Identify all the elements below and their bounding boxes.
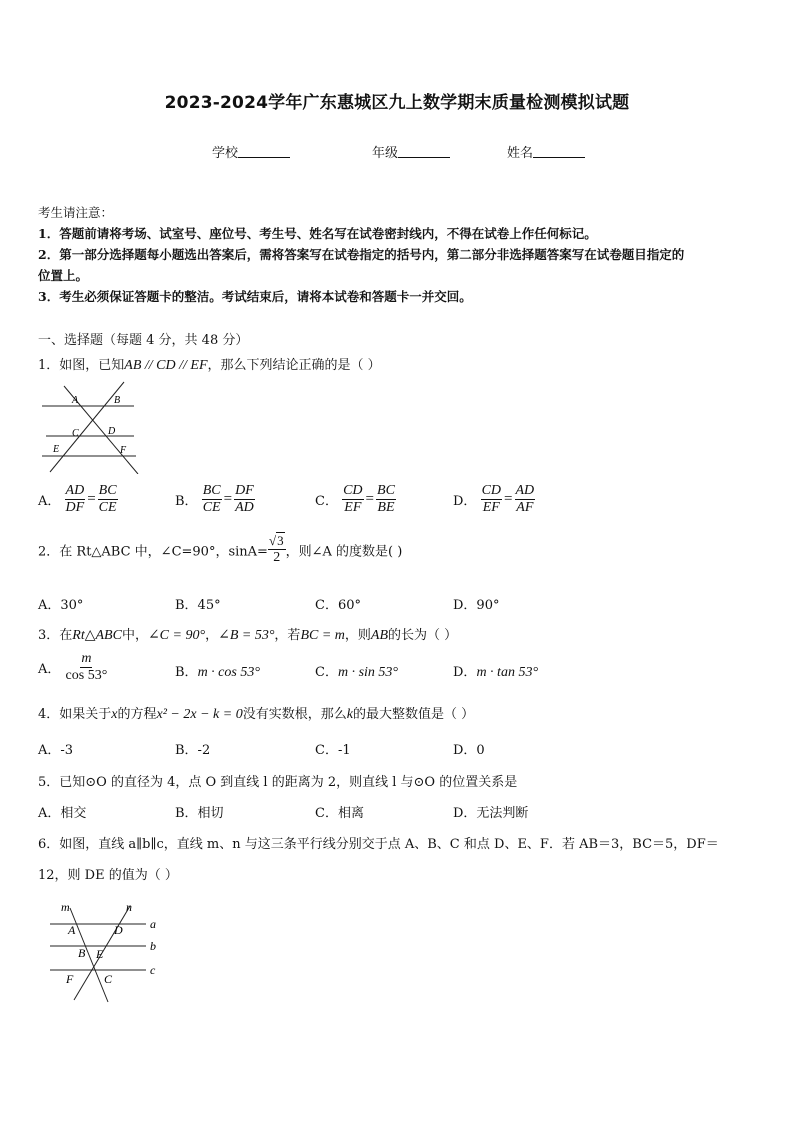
q1-figure: [38, 378, 144, 474]
q2-suffix: ，则∠A 的度数是( ): [285, 544, 403, 560]
q5-option-a[interactable]: A．相交: [38, 806, 87, 821]
q1-label-b: B: [114, 395, 121, 406]
q3-angle-b: ∠B = 53°: [218, 628, 275, 643]
q4-var-k: k: [346, 707, 353, 722]
q2-option-b[interactable]: B．45°: [175, 598, 221, 613]
q3-option-d-letter: D．: [453, 665, 477, 680]
denominator: cos 53°: [65, 668, 108, 684]
q4-text: 没有实数根，那么: [242, 707, 347, 722]
q4-option-c[interactable]: C．-1: [315, 743, 351, 758]
question-6-stem-line-2: 12，则 DE 的值为（ ）: [38, 868, 178, 883]
q4-option-a[interactable]: A．-3: [38, 743, 74, 758]
name-blank[interactable]: [533, 145, 585, 158]
grade-field: [372, 142, 450, 161]
q3-option-d[interactable]: [453, 661, 538, 681]
q5-option-b[interactable]: B．相切: [175, 806, 224, 821]
question-6-stem-line-1: 6．如图，直线 a∥b∥c，直线 m、n 与这三条平行线分别交于点 A、B、C 和点 D、E、F．若 AB＝3，BC＝5，DF＝: [38, 837, 719, 852]
numerator: AD: [515, 483, 536, 500]
q3-option-c[interactable]: [315, 661, 398, 681]
q3-bc: BC = m: [300, 628, 345, 643]
q1-option-a-frac-2: [98, 483, 118, 516]
denominator: 2: [273, 549, 281, 565]
q1-option-d-frac-1: [481, 483, 502, 516]
q2-option-c[interactable]: C．60°: [315, 598, 361, 613]
denominator: CE: [98, 500, 117, 516]
q3-text: ，则: [344, 628, 371, 643]
notice-item-1: 1．答题前请将考场、试室号、座位号、考生号、姓名写在试卷密封线内，不得在试卷上作任何标记。: [38, 226, 597, 241]
page-title: 2023-2024学年广东惠城区九上数学期末质量检测模拟试题: [164, 93, 630, 113]
q1-label-d: D: [108, 426, 116, 437]
question-5-stem: 5．已知⊙O 的直径为 4，点 O 到直线 l 的距离为 2，则直线 l 与⊙O 的位置关系是: [38, 775, 518, 790]
q1-suffix: ，那么下列结论正确的是（ ）: [207, 358, 381, 373]
school-field: [212, 142, 290, 161]
q3-option-c-expr: m · sin 53°: [337, 665, 398, 680]
q1-option-a-letter: A．: [38, 494, 61, 510]
denominator: BE: [377, 500, 395, 516]
q2-option-a[interactable]: A．30°: [38, 598, 84, 613]
numerator: m: [80, 651, 92, 668]
q3-angle-c: ∠C = 90°: [147, 628, 206, 643]
denominator: CE: [202, 500, 221, 516]
q6-label-a: a: [150, 917, 156, 931]
q6-label-point-e: E: [96, 947, 104, 961]
q2-prefix: 2．在 Rt△ABC 中，∠C=90°，sinA=: [38, 544, 268, 560]
q1-option-d-letter: D．: [453, 494, 477, 510]
denominator: EF: [344, 500, 362, 516]
q4-var-x: x: [111, 707, 118, 722]
q1-option-c-frac-2: [376, 483, 396, 516]
q1-option-a-frac-1: [65, 483, 86, 516]
q1-prefix: 1．如图，已知: [38, 358, 125, 373]
q6-label-point-d: D: [114, 923, 123, 937]
q1-option-a[interactable]: A． $\frac{AD}{DF}$ = $\frac{BC}{CE}$: [38, 483, 117, 516]
q6-label-n: n: [126, 900, 132, 914]
q1-option-c-letter: C．: [315, 494, 338, 510]
q6-label-point-f: F: [66, 972, 74, 986]
question-3-stem: [38, 624, 457, 644]
q6-label-b: b: [150, 939, 156, 953]
q4-text: 的最大整数值是（ ）: [352, 707, 475, 722]
q1-option-b-frac-2: [234, 483, 255, 516]
question-2-stem: [38, 534, 402, 566]
q6-label-m: m: [61, 900, 70, 914]
q4-text: 4．如果关于: [38, 707, 112, 722]
q1-label-f: F: [120, 445, 127, 456]
numerator: BC: [376, 483, 396, 500]
q2-fraction: [268, 534, 286, 566]
q6-label-point-b: B: [78, 946, 86, 960]
school-label: 学校: [212, 146, 239, 161]
q1-expr: AB // CD // EF: [124, 358, 208, 373]
q6-figure: [46, 898, 168, 1006]
numerator: √3: [268, 533, 284, 548]
q3-option-a[interactable]: [38, 651, 108, 684]
q3-text: ，: [205, 628, 219, 643]
q5-option-d[interactable]: D．无法判断: [453, 806, 529, 821]
grade-label: 年级: [372, 146, 399, 161]
q1-option-c-frac-1: [342, 483, 363, 516]
q5-option-c[interactable]: C．相离: [315, 806, 364, 821]
notice-heading: 考生请注意：: [38, 205, 114, 220]
q1-option-d[interactable]: D． $\frac{CD}{EF}$ = $\frac{AD}{AF}$: [453, 483, 535, 516]
q3-option-a-frac: [65, 651, 109, 684]
q4-equation: x² − 2x − k = 0: [156, 707, 243, 722]
grade-blank[interactable]: [398, 145, 450, 158]
q3-option-c-letter: C．: [315, 665, 338, 680]
section-heading: 一、选择题（每题 4 分，共 48 分）: [38, 333, 249, 348]
q1-option-b[interactable]: B． $\frac{BC}{CE}$ = $\frac{DF}{AD}$: [175, 483, 254, 516]
q3-option-a-letter: A．: [38, 662, 61, 678]
numerator: AD: [65, 483, 86, 500]
denominator: DF: [65, 500, 85, 516]
q3-option-b[interactable]: [175, 661, 260, 681]
numerator: BC: [202, 483, 222, 500]
q6-label-c: c: [150, 963, 156, 977]
question-1-stem: [38, 354, 381, 374]
q1-option-c[interactable]: C． $\frac{CD}{EF}$ = $\frac{BC}{BE}$: [315, 483, 395, 516]
numerator: DF: [234, 483, 255, 500]
name-field: [507, 142, 585, 161]
denominator: AF: [516, 500, 534, 516]
q1-option-d-frac-2: [515, 483, 536, 516]
q2-option-d[interactable]: D．90°: [453, 598, 500, 613]
q4-option-d[interactable]: D．0: [453, 743, 485, 758]
q4-option-b[interactable]: B．-2: [175, 743, 211, 758]
q3-option-d-expr: m · tan 53°: [476, 665, 539, 680]
numerator: CD: [342, 483, 363, 500]
q3-text: ，若: [274, 628, 301, 643]
numerator: CD: [481, 483, 502, 500]
school-blank[interactable]: [238, 145, 290, 158]
q1-label-a: A: [72, 395, 79, 406]
notice-item-2: 2．第一部分选择题每小题选出答案后，需将答案写在试卷指定的括号内，第二部分非选择题答案写在试卷题目指定的: [38, 247, 685, 262]
q4-text: 的方程: [117, 707, 157, 722]
question-4-stem: [38, 703, 474, 723]
q6-label-point-a: A: [68, 923, 76, 937]
q1-option-b-letter: B．: [175, 494, 198, 510]
q3-ab: AB: [370, 628, 389, 643]
q6-label-point-c: C: [104, 972, 113, 986]
q3-option-b-expr: m · cos 53°: [197, 665, 260, 680]
notice-item-3: 3．考生必须保证答题卡的整洁。考试结束后，请将本试卷和答题卡一并交回。: [38, 289, 472, 304]
sqrt-radicand: 3: [277, 533, 284, 548]
name-label: 姓名: [507, 146, 534, 161]
numerator: BC: [98, 483, 118, 500]
q3-text: 3．在: [38, 628, 73, 643]
q1-label-e: E: [53, 444, 60, 455]
q3-triangle: Rt△ABC: [72, 628, 122, 643]
q3-text: 的长为（ ）: [388, 628, 458, 643]
q1-option-b-frac-1: [202, 483, 222, 516]
q3-option-b-letter: B．: [175, 665, 198, 680]
q3-text: 中，: [121, 628, 148, 643]
denominator: AD: [235, 500, 254, 516]
denominator: EF: [482, 500, 500, 516]
notice-item-2-cont: 位置上。: [38, 268, 89, 283]
q1-label-c: C: [72, 428, 79, 439]
